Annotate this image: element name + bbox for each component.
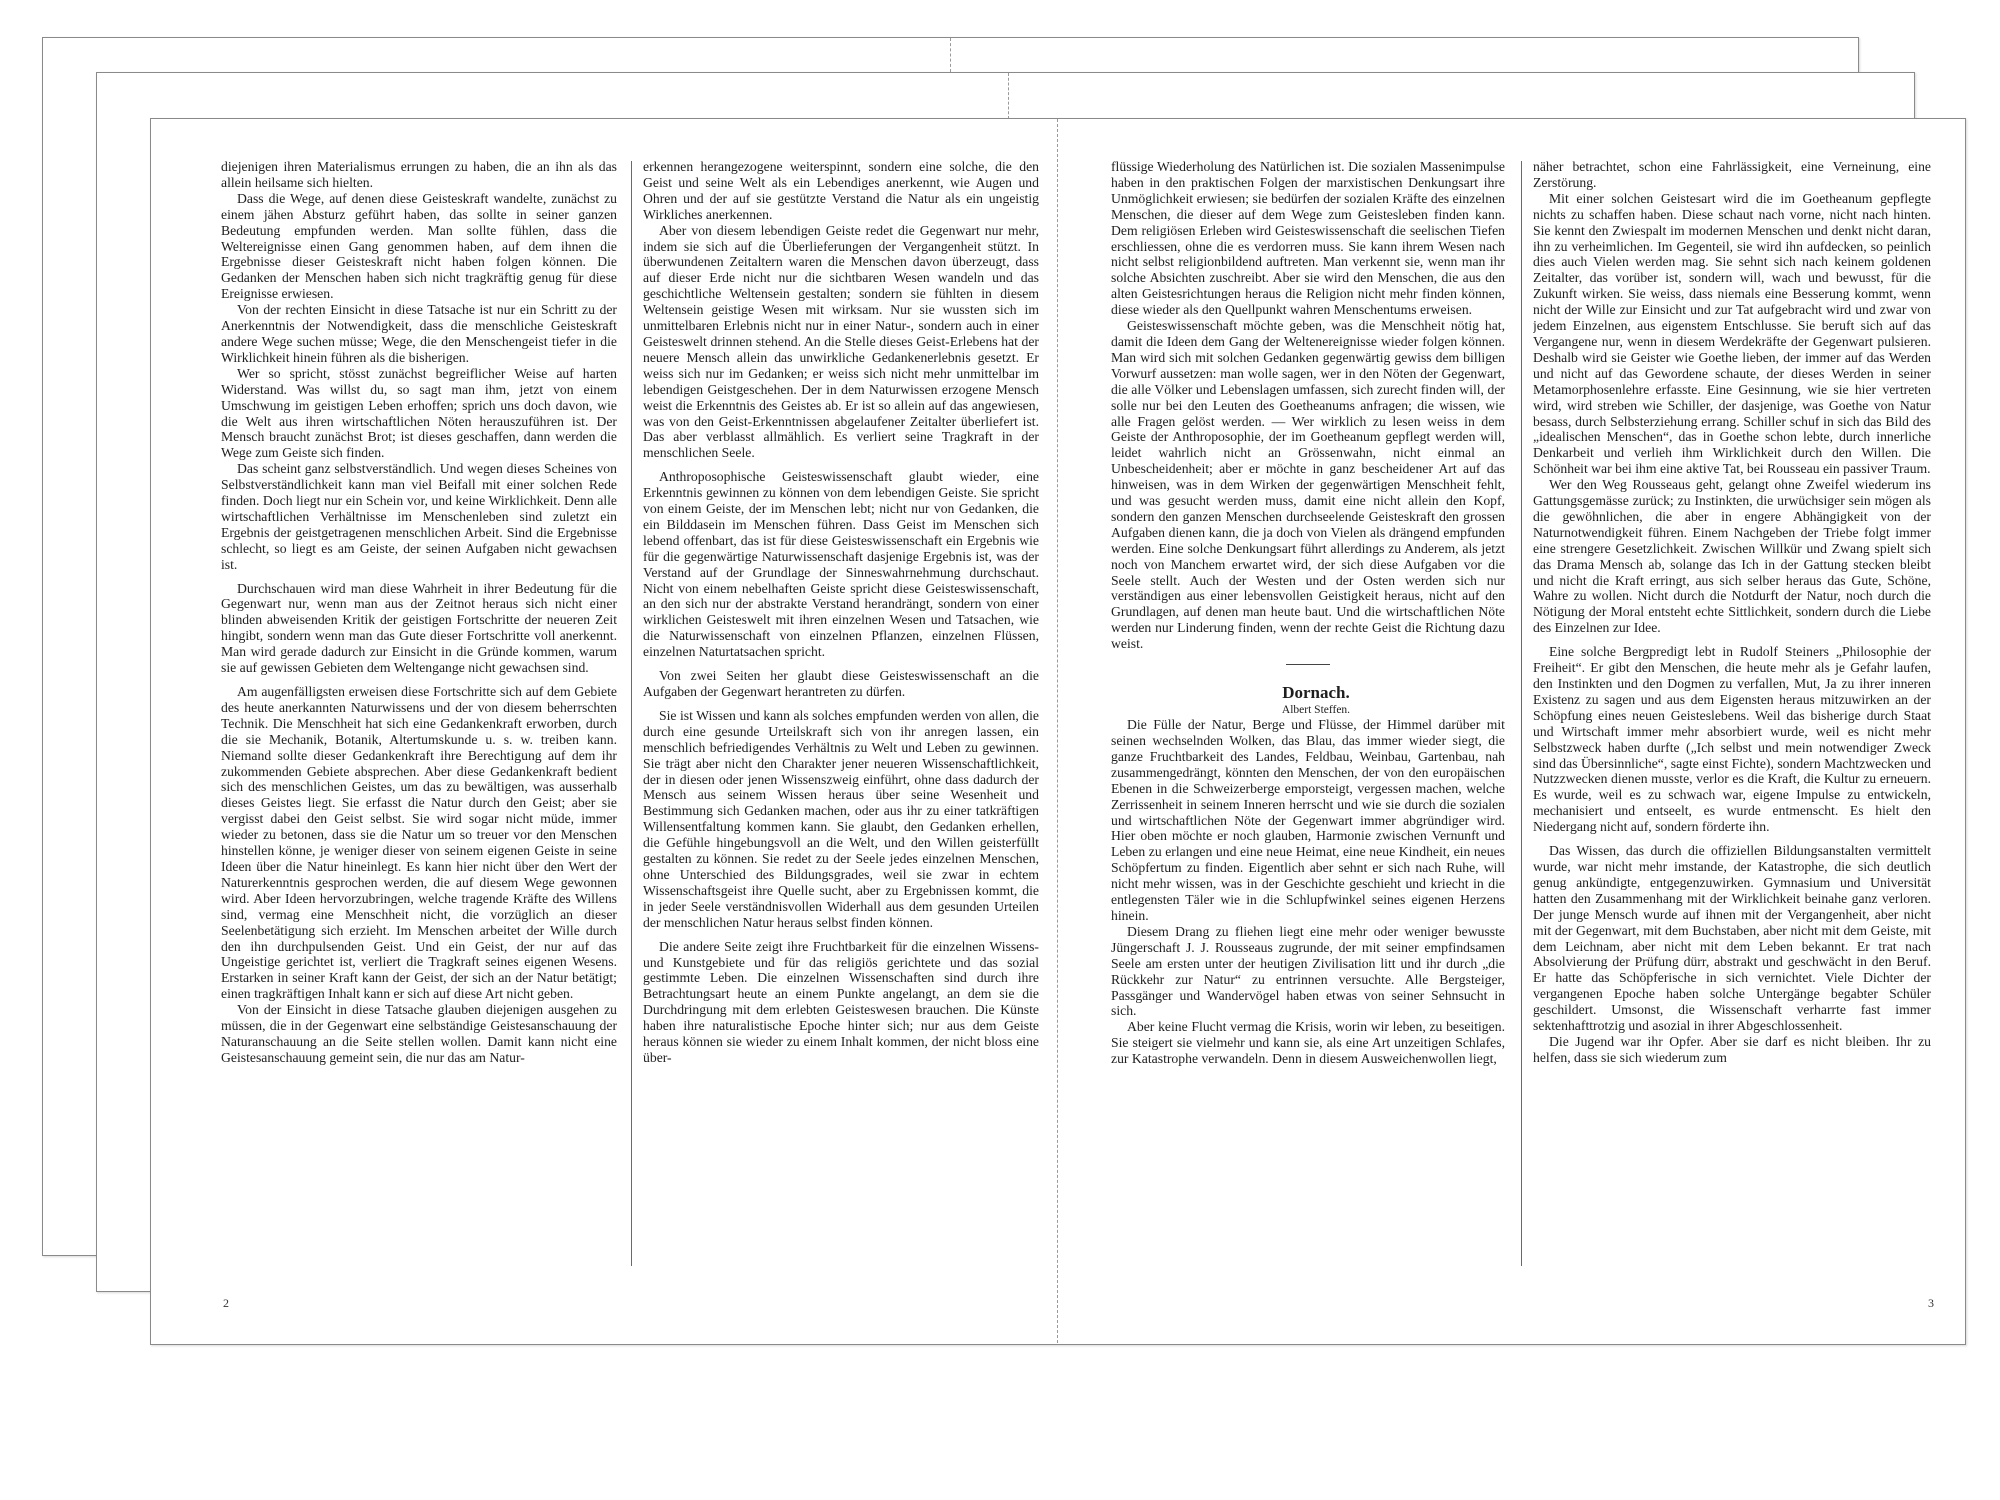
column-1 <box>221 159 617 1269</box>
paragraph-gap <box>1533 636 1931 644</box>
paragraph: Die Jugend war ihr Opfer. Aber sie darf es nicht bleiben. Ihr zu helfen, dass sie sich wiederum zum <box>1533 1033 1931 1065</box>
fold-line-back-2 <box>1008 73 1009 119</box>
paragraph: Das Wissen, das durch die offiziellen Bildungsanstalten vermittelt wurde, war nicht mehr imstande, der Katastrophe, die sich deutlich genug ankündigte, entgegenzuwirken. Gymnasium und Universität hatten den Zusammenhang mit der Wirklichkeit beinahe ganz verloren. Der junge Mensch wurde auf ihnen mit der Vergangenheit, aber nicht mit der Gegenwart, mit dem Buchstaben, aber nicht mit dem Geiste, mit dem Leichnam, aber nicht mit dem Leben bekannt. Er trat nach Absolvierung der Prüfung dürr, abstrakt und geschwächt in den Beruf. Er hatte das Schöpferische in sich vernichtet. Viele Dichter der vergangenen Epoche haben solche Untergänge begabter Schüler geschildert. Umsonst, die Wissenschaft verharrte fast immer sektenhafttrotzig und asozial in ihrer Abgeschlossenheit. <box>1533 843 1931 1034</box>
paragraph-gap <box>1533 835 1931 843</box>
paragraph: Die andere Seite zeigt ihre Fruchtbarkeit für die einzelnen Wissens- und Kunstgebiete und für das religiös gerichtete und das sozial gestimmte Leben. Die einzelnen Wissenschaften sind durch ihre Betrachtungsart heute an einem Punkte angelangt, an dem sie die Durchdringung mit dem erlebten Geisteswesen brauchen. Die Künste haben ihre naturalistische Epoche hinter sich; nur aus dem Geiste heraus können sie wieder zu einem Inhalt kommen, der nicht bloss eine über- <box>643 938 1039 1065</box>
paragraph: Wer so spricht, stösst zunächst begreiflicher Weise auf harten Widerstand. Was willst du, so sagt man ihm, jetzt von einem Umschwung im geistigen Leben erhoffen; sprich uns doch davon, wie die Welt aus ihren wirtschaftlichen Nöten herauszuführen ist. Der Mensch braucht zunächst Brot; ist dieses geschaffen, dann werden die Wege zum Geiste sich finden. <box>221 365 617 461</box>
paragraph-gap <box>643 461 1039 469</box>
fold-line <box>1057 119 1058 1343</box>
paragraph: Sie ist Wissen und kann als solches empfunden werden von allen, die durch eine gesunde Urteilskraft sich von ihr anregen lassen, ein menschlich befriedigendes Verhältnis zu Welt und Leben zu gewinnen. Sie trägt aber nicht den Charakter jener neueren Wissenschaftlichkeit, der in diesen oder jenen Wissenszweig einführt, ohne dass dadurch der Mensch aus seinem Wissen heraus über seine Wesenheit und Bestimmung sich Gedanken machen, oder aus ihr zu einer tatkräftigen Willensentfaltung kommen kann. Sie glaubt, den Gedanken erhellen, die Gefühle hingebungsvoll an die Welt, und den Willen geisterfüllt gestalten zu können. Sie redet zu der Seele jedes einzelnen Menschen, ohne Unterschied des Bildungsgrades, weil sie zwar in echtem Wissenschaftsgeist ihre Quelle sucht, aber zu Ergebnissen kommt, die in jeder Seele verständnisvollen Widerhall aus dem gesunden Urteilen der menschlichen Natur heraus selbst finden können. <box>643 707 1039 930</box>
page-number: 2 <box>223 1296 229 1310</box>
paragraph: Wer den Weg Rousseaus geht, gelangt ohne Zweifel wiederum ins Gattungsgemässe zurück; zu Instinkten, die urwüchsiger sein mögen als die gewöhnlichen, die aber in engere Abhängigkeit von der Naturnotwendigkeit führen. Einem Nachgeben der Triebe folgt immer eine strengere Gesetzlichkeit. Zwischen Willkür und Zwang spielt sich das Drama Mensch ab, solange das Ich in der Gattung stecken bleibt und nicht die Kraft erringt, aus sich selber heraus das Gute, Schöne, Wahre zu wollen. Nicht durch die Notdurft der Natur, noch durch die Nötigung der Moral entsteht echte Sittlichkeit, sondern durch die Liebe des Einzelnen zur Idee. <box>1533 477 1931 636</box>
article-author: Albert Steffen. <box>1281 704 1351 717</box>
paragraph: Am augenfälligsten erweisen diese Fortschritte sich auf dem Gebiete des heute anerkannten Naturwissens und der von diesem beherrschten Technik. Die Menschheit hat sich eine Gedankenkraft erworben, durch die sie Mechanik, Botanik, Altertumskunde u. s. w. treiben kann. Niemand sollte dieser Gedankenkraft ihre Berechtigung auf dem ihr zukommenden Gebiete absprechen. Aber diese Gedankenkraft bedient sich des menschlichen Geistes, um das zu bewältigen, was ausserhalb dieses Geistes liegt. Sie erfasst die Natur durch den Geist; aber sie vergisst dabei den Geist selbst. Sie wird sogar nicht müde, immer wieder zu betonen, dass sie die Natur um so treuer vor den Menschen hinstellen könne, je weniger dieser von seinem eigenen Geiste in seine Ideen über die Natur hineinlegt. Es kann hier nicht über den Wert der Naturerkenntnis gesprochen werden, die auf diesem Wege gewonnen wird. Aber Ideen hervorzubringen, welche tragende Kräfte des Willens sind, vermag eine Menschheit nicht, die vorzüglich an dieser Seelenbetätigung sich erzieht. Im Menschen arbeitet der Wille durch den ihn durchpulsenden Geist. Und ein Geist, der nur auf das Ungeistige gerichtet ist, verliert die Tragkraft seines eigenen Wesens. Erstarken in seiner Kraft kann der Geist, der sich an der Natur betätigt; einen tragkräftigen Inhalt kann er sich auf diese Art nicht geben. <box>221 684 617 1002</box>
left-page <box>221 159 1051 1310</box>
paragraph: Durchschauen wird man diese Wahrheit in ihrer Bedeutung für die Gegenwart nur, wenn man aus der Zeitnot heraus sich nicht einer blinden abweisenden Kritik der geistigen Fortschritte der neueren Zeit hingibt, sondern wenn man das Gute dieser Fortschritte voll anerkennt. Man wird gerade dadurch zur Einsicht in die Gründe kommen, warum sie auf gewissen Gebieten dem Weltengange nicht gewachsen sind. <box>221 580 617 676</box>
paragraph: Anthroposophische Geisteswissenschaft glaubt wieder, eine Erkenntnis gewinnen zu können von dem lebendigen Geiste. Sie spricht von einem Geiste, der im Menschen lebt; nicht nur von Gedanken, die ein Bilddasein im Menschen führen. Dass Geist im Menschen sich lebend offenbart, das ist für diese Geisteswissenschaft ein Ergebnis wie für die gegenwärtige Naturwissenschaft dasjenige Ergebnis ist, was der Verstand auf der Grundlage der Sinneswahrnehmung durchschaut. Nicht von einem nebelhaften Geiste spricht diese Geisteswissenschaft, an den sich nur der abstrakte Verstand herandrängt, sondern von einer wirklichen Geisteswelt mit ihren einzelnen Wesen und Tatsachen, wie die Naturwissenschaft von einzelnen Pflanzen, einzelnen Flüssen, einzelnen Naturtatsachen spricht. <box>643 469 1039 660</box>
paragraph: Das scheint ganz selbstverständlich. Und wegen dieses Scheines von Selbstverständlichkeit kann man viel Beifall mit einer solchen Rede finden. Doch liegt nur ein Schein vor, und keine Wirklichkeit. Denn alle wirtschaftlichen Verhältnisse im Menschenleben sind zuletzt ein Ergebnis der geistgetragenen menschlichen Arbeit. Sind die Ergebnisse schlecht, so liegt es am Geiste, der seinen Aufgaben nicht gewachsen ist. <box>221 461 617 572</box>
fold-line-back-1 <box>950 38 951 72</box>
column-4 <box>1533 159 1931 1269</box>
page-spread[interactable] <box>150 118 1966 1345</box>
paragraph-gap <box>221 676 617 684</box>
column-divider <box>631 161 632 1266</box>
page-number: 3 <box>1928 1296 1934 1310</box>
paragraph: Diesem Drang zu fliehen liegt eine mehr oder weniger bewusste Jüngerschaft J. J. Rousseaus zugrunde, der mit seiner empfindsamen Seele am ersten unter der heutigen Zivilisation litt und ihr durch „die Rückkehr zur Natur“ zu entrinnen versuchte. Alle Bergsteiger, Passgänger und Wandervögel haben etwas von seiner Sehnsucht in sich. <box>1111 923 1505 1019</box>
article-title: Dornach. <box>1282 683 1350 703</box>
paragraph: diejenigen ihren Materialismus errungen zu haben, die an ihn als das allein heilsame sich hielten. <box>221 159 617 190</box>
paragraph: Mit einer solchen Geistesart wird die im Goetheanum gepflegte nichts zu schaffen haben. Diese schaut nach vorne, nicht nach hinten. Sie kennt den Zwiespalt im modernen Menschen und denkt nicht daran, ihn zu verheimlichen. Im Gegenteil, sie wird ihn aufdecken, so peinlich dies auch Vielen werden mag. Sie sehnt sich nach keinem goldenen Zeitalter, das vorüber ist, sondern will, wach und bewusst, für die Zukunft wirken. Sie weiss, dass niemals eine Besserung kommt, wenn nicht der Wille zur Einsicht und zur Tat aufgebracht wird und zwar von jedem Einzelnen, aus eigenstem Entschlusse. Sie beruft sich auf das Vergangene nur, wenn in diesem Werdekräfte der Gegenwart pulsieren. Deshalb wird sie Geister wie Goethe lieben, der immer auf das Werden und nicht auf das Gewordene schaute, der dieses Werden in seiner Metamorphosenlehre erfasste. Eine Gesinnung, wie sie hier vertreten wird, wird streben wie Schiller, der dasjenige, was Goethe von Natur besass, durch Selbsterziehung errang. Schiller schuf in sich das Bild des „idealischen Menschen“, das in Goethe schon lebte, durch innerliche Denkarbeit und verlieh ihm Wirklichkeit durch den Willen. Die Schönheit war bei ihm eine aktive Tat, bei Rousseau ein passiver Traum. <box>1533 190 1931 477</box>
article-separator <box>1286 664 1330 665</box>
column-2 <box>643 159 1039 1269</box>
paragraph: Geisteswissenschaft möchte geben, was die Menschheit nötig hat, damit die Ideen dem Gang der Weltenereignisse wieder folgen können. Man wird sich mit solchen Gedanken gegenwärtig gewiss dem billigen Vorwurf aussetzen: man wolle sagen, wer in den Nöten der Gegenwart, die alle Völker und Lebenslagen umfassen, sich zurecht finden will, der solle nur bei den Leuten des Goetheanums anfragen; die wissen, wie alle Fragen gelöst werden. — Wer wirklich zu lesen weiss in dem Geiste der Anthroposophie, der im Goetheanum gepflegt werden will, leidet wahrlich nicht an Grössenwahn, nicht einmal an Unbescheidenheit; aber er möchte in ganz bescheidener Art auf das hinweisen, was in dem Wirken der gegenwärtigen Menschheit fehlt, und was gesucht werden muss, damit eine nicht allein den Kopf, sondern den ganzen Menschen durchseelende Geisteskraft den grossen Aufgaben dienen kann, die ja doch von Vielen als drängend empfunden werden. Eine solche Denkungsart führt allerdings zu Anderem, als jetzt noch von Manchem erwartet wird, der sich diese Aufgaben vor die Seele stellt. Auch der Westen und der Osten werden sich nur verständigen aus einer lebensvollen Geistigkeit heraus, nicht auf den Grundlagen, auf denen man heute baut. Und die wirtschaftlichen Nöte werden nur Linderung finden, wenn der rechte Geist die Richtung dazu weist. <box>1111 318 1505 652</box>
paragraph-gap <box>221 573 617 581</box>
paragraph: Dass die Wege, auf denen diese Geisteskraft wandelte, zunächst zu einem jähen Absturz geführt haben, das sollte in seiner ganzen Bedeutung empfunden werden. Man sollte fühlen, dass die Weltereignisse einen Gang genommen haben, auf dem ihnen die Ergebnisse dieser Geisteskraft nicht haben folgen können. Die Gedanken der Menschen haben sich nicht tragkräftig genug für diese Ereignisse erwiesen. <box>221 190 617 302</box>
right-page <box>1111 159 1936 1310</box>
paragraph: Von der rechten Einsicht in diese Tatsache ist nur ein Schritt zu der Anerkenntnis der Notwendigkeit, dass die menschliche Geisteskraft andere Wege suchen müsse; Wege, die den Menschengeist tiefer in die Wirklichkeit hinein führen als die bisherigen. <box>221 302 617 365</box>
paragraph-gap <box>643 660 1039 668</box>
paragraph: Eine solche Bergpredigt lebt in Rudolf Steiners „Philosophie der Freiheit“. Er gibt den Menschen, die heute mehr als je Gefahr laufen, den Instinkten und den Dogmen zu verfallen, Mut, Ja zu ihrer inneren Existenz zu sagen und aus dem Eigensten heraus mitzuwirken an der Schöpfung eines neuen Geisteslebens. Weil das bisherige durch Staat und Wirtschaft immer mehr absorbiert wurde, weil es nicht mehr Selbstzweck haben durfte („Ich selbst und mein notwendiger Zweck sind das Übersinnliche“, sagte einst Fichte), sondern Machtzwecken und Nutzzwecken dienen musste, verlor es die Kraft, die Kultur zu erneuern. Es wurde, weil es zu schwach war, eigene Impulse zu entwickeln, mechanisiert und entseelt, es wurde entmenscht. Es hielt den Niedergang nicht auf, sondern förderte ihn. <box>1533 644 1931 835</box>
column-divider <box>1521 161 1522 1266</box>
paragraph-gap <box>643 700 1039 708</box>
paragraph: Die Fülle der Natur, Berge und Flüsse, der Himmel darüber mit seinen wechselnden Wolken, das Blau, das immer wieder siegt, die ganze Fruchtbarkeit des Landes, Feldbau, Weinbau, Gartenbau, nah zusammengedrängt, könnten den Menschen, der von den europäischen Ebenen in die Schweizerberge emporsteigt, vergessen machen, welche Zerrissenheit in seinem Inneren herrscht und wie sie durch die sozialen und wirtschaftlichen Nöte der Gegenwart immer abgründiger wird. Hier oben möchte er noch glauben, Harmonie zwischen Vernunft und Leben zu erlangen und eine neue Heimat, eine neue Kindheit, ein neues Schöpfertum zu finden. Eigentlich aber sehnt er sich nach Ruhe, will nicht mehr wissen, was in der Geschichte geschieht und kriecht in die entlegensten Täler wie in die Schlupfwinkel seines eigenen Herzens hinein. <box>1111 717 1505 923</box>
paragraph-gap <box>643 931 1039 939</box>
paragraph: näher betrachtet, schon eine Fahrlässigkeit, eine Verneinung, eine Zerstörung. <box>1533 159 1931 190</box>
column-3 <box>1111 159 1505 1269</box>
paragraph: Von zwei Seiten her glaubt diese Geisteswissenschaft an die Aufgaben der Gegenwart herantreten zu dürfen. <box>643 668 1039 699</box>
paragraph: erkennen herangezogene weiterspinnt, sondern eine solche, die den Geist und seine Welt als ein Lebendiges anerkennt, wie Augen und Ohren und der auf sie gestützte Verstand die Natur als ein ungeistig Wirkliches anerkennen. <box>643 159 1039 222</box>
paragraph: flüssige Wiederholung des Natürlichen ist. Die sozialen Massenimpulse haben in den praktischen Folgen der marxistischen Denkungsart ihre Unmöglichkeit erwiesen; sie bedürfen der sozialen Kräfte des einzelnen Menschen, die dieser auf dem Wege zum Geistesleben finden kann. Dem religiösen Erleben wird Geisteswissenschaft die seelischen Tiefen erschliessen, ohne die es verdorren muss. Sie kann ihrem Wesen nach nicht selbst religionbildend auftreten. Man verkennt sie, wenn man ihr solche Absichten zuschreibt. Aber sie wird den Menschen, die aus den alten Geistesrichtungen heraus die Religion nicht mehr finden können, diese wieder als den Quellpunkt wahren Menschentums erweisen. <box>1111 159 1505 318</box>
paragraph: Aber keine Flucht vermag die Krisis, worin wir leben, zu beseitigen. Sie steigert sie vielmehr und kann sie, als eine Art unzeitigen Schlafes, zur Katastrophe verwandeln. Denn in diesem Ausweichenwollen liegt, <box>1111 1019 1505 1067</box>
paragraph: Aber von diesem lebendigen Geiste redet die Gegenwart nur mehr, indem sie sich auf die Überlieferungen der Vergangenheit stützt. In überwundenen Zeitaltern waren die Menschen davon überzeugt, dass auf dieser Erde nicht nur die sichtbaren Wesen wandeln und das geschichtliche Weltensein gestalten; sondern sie fühlten in diesem Weltensein geistige Wesen mit wirksam. Nur sie wussten sich im unmittelbaren Erlebnis nicht nur in einer Natur-, sondern auch in einer Geisteswelt drinnen stehend. An die Stelle dieses Geist-Erlebens hat der neuere Mensch allein das unwirkliche Gedankenerlebnis gesetzt. Er weiss sich nur im Gedanken; er weiss sich nicht mehr unmittelbar im lebendigen Geistgeschehen. Der in dem Naturwissen erzogene Mensch weist die Erkenntnis des Geistes ab. Er ist so allein auf das angewiesen, was von den Geist-Erkenntnissen abgelaufener Zeitalter überliefert ist. Das aber verblasst allmählich. Es verliert seine Tragkraft in der menschlichen Seele. <box>643 222 1039 461</box>
paragraph: Von der Einsicht in diese Tatsache glauben diejenigen ausgehen zu müssen, die in der Gegenwart eine selbständige Geistesanschauung der Naturanschauung an die Seite stellen wollen. Damit kann nicht eine Geistesanschauung gemeint sein, die nur das am Natur- <box>221 1002 617 1065</box>
